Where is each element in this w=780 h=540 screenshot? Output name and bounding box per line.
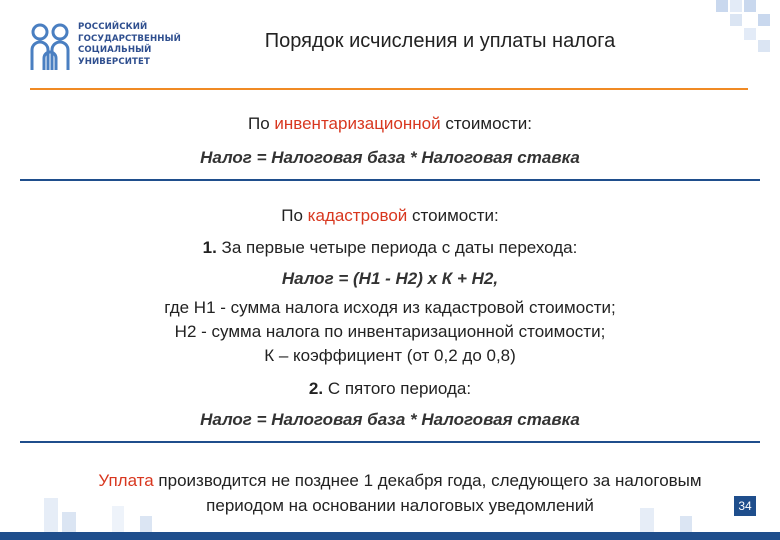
title-divider [30,88,748,90]
item-number: 2. [308,379,324,398]
section-divider [20,179,760,181]
payment-line-2: периодом на основании налоговых уведомлений [206,496,594,515]
highlight-term: кадастровой [307,206,408,225]
highlight-term: инвентаризационной [274,114,441,133]
page-title: Порядок исчисления и уплаты налога [264,30,616,52]
heading-suffix: стоимости: [407,206,499,225]
item-number: 1. [202,238,217,257]
cadastral-value-heading [40,206,740,226]
cadastral-formula: Налог = Налоговая база * Налоговая ставка [200,410,580,429]
definition-k: К – коэффициент (от 0,2 до 0,8) [264,346,516,365]
logo-line: ГОСУДАРСТВЕННЫЙ [78,33,181,44]
cadastral-item-1 [40,238,740,258]
definition-h2: Н2 - сумма налога по инвентаризационной стоимости; [174,322,606,341]
logo-wordmark [78,22,198,68]
transition-formula: Налог = (Н1 - Н2) х К + Н2, [281,269,499,288]
item-text: С пятого периода: [323,379,472,398]
logo-line: РОССИЙСКИЙ [78,22,148,32]
payment-line-1 [30,471,770,491]
highlight-term: Уплата [98,471,154,490]
payment-text: производится не позднее 1 декабря года, следующего за налоговым [153,471,702,490]
people-logo-icon [30,22,74,72]
cadastral-item-2 [40,379,740,399]
item-text: За первые четыре периода с даты перехода: [216,238,578,257]
heading-suffix: стоимости: [440,114,533,133]
inventory-formula: Налог = Налоговая база * Налоговая ставка [200,148,580,167]
page-number: 34 [734,496,756,516]
logo-line: УНИВЕРСИТЕТ [78,56,150,67]
inventory-value-heading [40,114,740,134]
section-divider [20,441,760,443]
corner-pixel-decoration [700,0,780,56]
logo-line: СОЦИАЛЬНЫЙ [78,45,152,56]
footer-bar [0,532,780,540]
university-logo [30,22,190,74]
definition-h1: где Н1 - сумма налога исходя из кадастровой стоимости; [164,298,616,317]
heading-prefix: По [247,114,275,133]
heading-prefix: По [281,206,308,225]
